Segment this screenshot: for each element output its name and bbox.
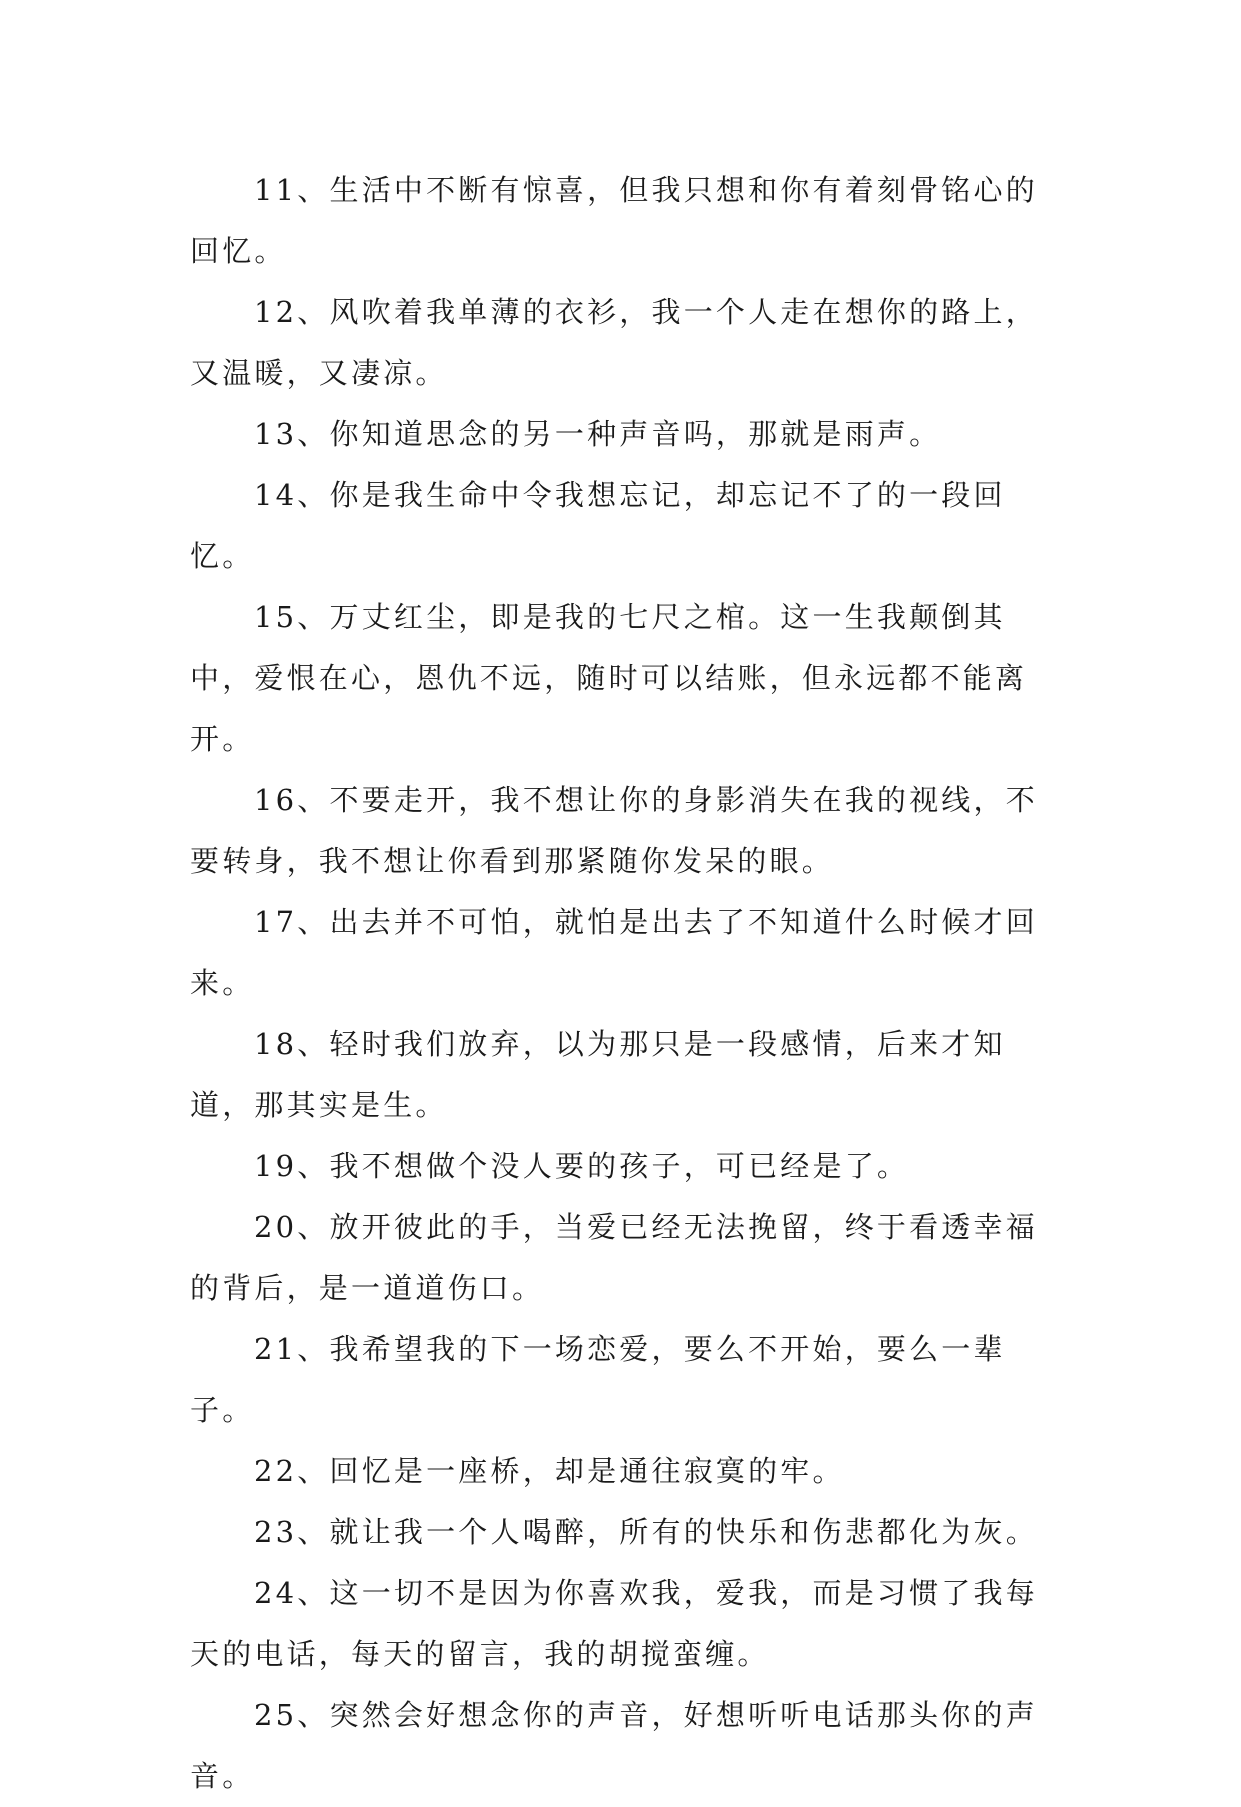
paragraph-23: 23、就让我一个人喝醉，所有的快乐和伤悲都化为灰。 xyxy=(254,1515,1038,1549)
paragraph-12: 12、风吹着我单薄的衣衫，我一个人走在想你的路上，又温暖，又凄凉。 xyxy=(190,295,1038,390)
paragraph-24: 24、这一切不是因为你喜欢我，爱我，而是习惯了我每天的电话，每天的留言，我的胡搅蛮缠。 xyxy=(190,1576,1038,1671)
paragraph-15: 15、万丈红尘，即是我的七尺之棺。这一生我颠倒其中，爱恨在心，恩仇不远，随时可以结账，但永远都不能离开。 xyxy=(190,600,1028,756)
paragraph-16: 16、不要走开，我不想让你的身影消失在我的视线，不要转身，我不想让你看到那紧随你发呆的眼。 xyxy=(190,783,1038,878)
paragraph-13: 13、你知道思念的另一种声音吗，那就是雨声。 xyxy=(254,417,942,451)
paragraph-22: 22、回忆是一座桥，却是通往寂寞的牢。 xyxy=(254,1454,845,1488)
paragraph-19: 19、我不想做个没人要的孩子，可已经是了。 xyxy=(254,1149,910,1183)
paragraph-11: 11、生活中不断有惊喜，但我只想和你有着刻骨铭心的回忆。 xyxy=(190,173,1038,268)
paragraph-17: 17、出去并不可怕，就怕是出去了不知道什么时候才回来。 xyxy=(190,905,1038,1000)
paragraph-18: 18、轻时我们放弃，以为那只是一段感情，后来才知道，那其实是生。 xyxy=(190,1027,1006,1122)
paragraph-25: 25、突然会好想念你的声音，好想听听电话那头你的声音。 xyxy=(190,1698,1038,1793)
document-body xyxy=(190,160,1070,1807)
paragraph-14: 14、你是我生命中令我想忘记，却忘记不了的一段回忆。 xyxy=(190,478,1006,573)
paragraph-21: 21、我希望我的下一场恋爱，要么不开始，要么一辈子。 xyxy=(190,1332,1006,1427)
paragraph-20: 20、放开彼此的手，当爱已经无法挽留，终于看透幸福的背后，是一道道伤口。 xyxy=(190,1210,1038,1305)
